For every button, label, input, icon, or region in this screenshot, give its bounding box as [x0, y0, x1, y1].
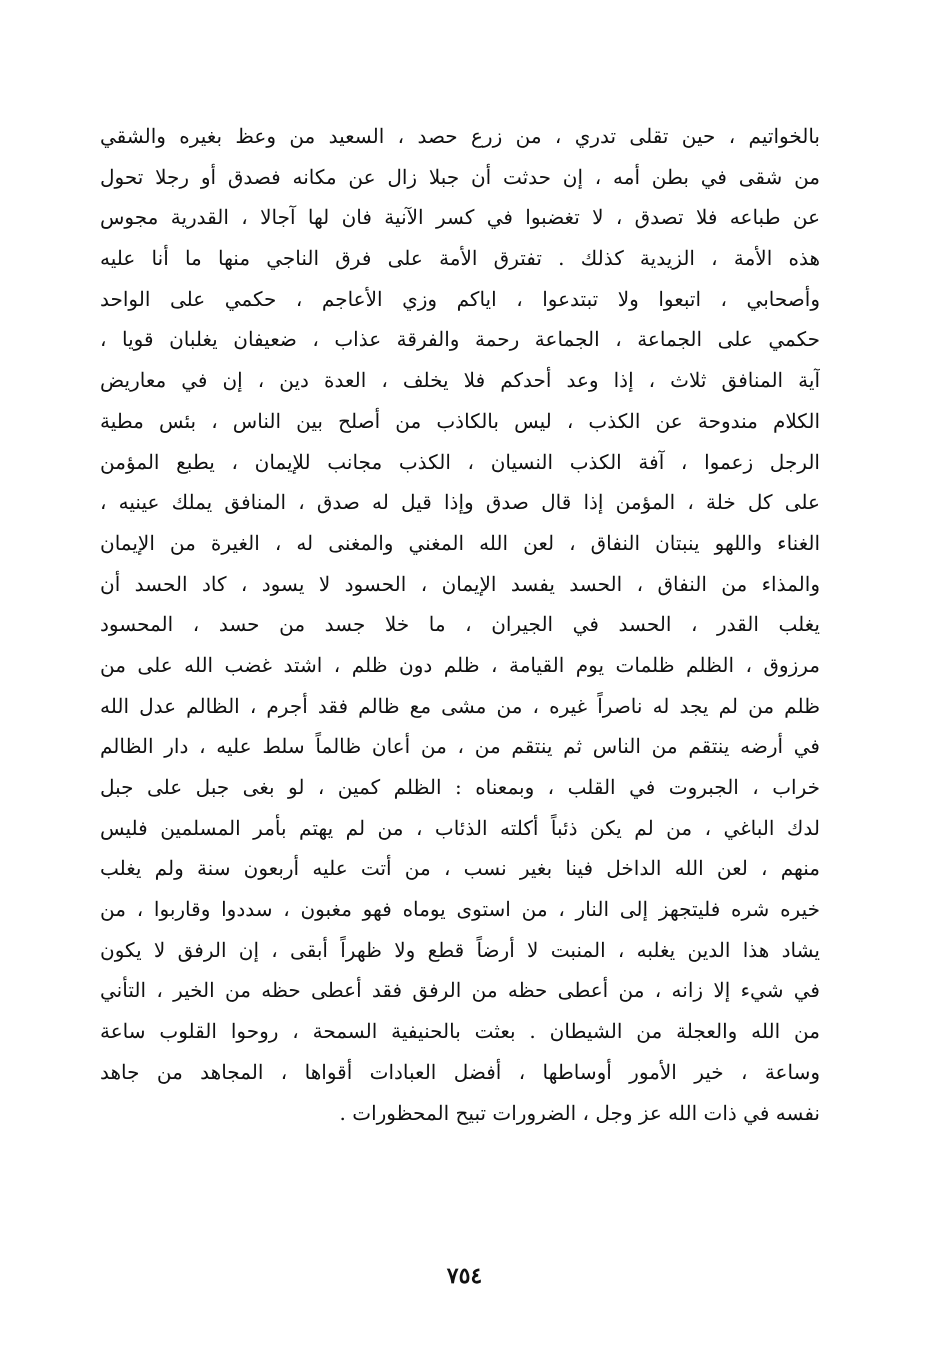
text-line: وأصحابي ، اتبعوا ولا تبتدعوا ، اياكم وزي الأعاجم ، حكمي على الواحد [100, 286, 820, 311]
text-line: آية المنافق ثلاث ، إذا وعد أحدكم فلا يخلف ، العدة دين ، إن في معاريض [100, 368, 820, 393]
text-line: في أرضه ينتقم من الناس ثم ينتقم من ، من أعان ظالماً سلط عليه ، دار الظالم [100, 734, 820, 759]
text-line: منهم ، لعن الله الداخل فينا بغير نسب ، من أتت عليه أربعون سنة ولم يغلب [100, 856, 820, 881]
text-line: حكمي على الجماعة ، الجماعة رحمة والفرقة عذاب ، ضعيفان يغلبان قويا ، [100, 327, 820, 352]
text-line: من الله والعجلة من الشيطان . بعثت بالحنيفية السمحة ، روحوا القلوب ساعة [100, 1019, 820, 1044]
text-line: مرزوق ، الظلم ظلمات يوم القيامة ، ظلم دون ظلم ، اشتد غضب الله على من [100, 652, 820, 677]
text-line: يشاد هذا الدين يغلبه ، المنبت لا أرضاً قطع ولا ظهراً أبقى ، إن الرفق لا يكون [100, 937, 820, 962]
text-line: على كل خلة ، المؤمن إذا قال صدق وإذا قيل له صدق ، المنافق يملك عينيه ، [100, 490, 820, 515]
text-line: لدك الباغي ، من لم يكن ذئباً أكلته الذئاب ، من لم يهتم بأمر المسلمين فليس [100, 815, 820, 840]
text-line: وساعة ، خير الأمور أوساطها ، أفضل العبادات أقواها ، المجاهد من جاهد [100, 1059, 820, 1084]
text-line: خيره شره فليتجهز إلى النار ، من استوى يوماه فهو مغبون ، سددوا وقاربوا ، من [100, 897, 820, 922]
text-line: والمذاء من النفاق ، الحسد يفسد الإيمان ، الحسود لا يسود ، كاد الحسد أن [100, 571, 820, 596]
text-line: نفسه في ذات الله عز وجل ، الضرورات تبيح المحظورات . [339, 1100, 820, 1125]
text-line: ظلم من لم يجد له ناصراً غيره ، من مشى مع ظالم فقد أجرم ، الظالم عدل الله [100, 693, 820, 718]
text-line: يغلب القدر ، الحسد في الجيران ، ما خلا جسد من حسد ، المحسود [100, 612, 820, 637]
text-line: بالخواتيم ، حين تقلى تدري ، من زرع حصد ، السعيد من وعظ بغيره والشقي [100, 124, 820, 148]
text-line: الغناء واللهو ينبتان النفاق ، لعن الله المغني والمغنى له ، الغيرة من الإيمان [100, 530, 820, 555]
text-line: الرجل زعموا ، آفة الكذب النسيان ، الكذب مجانب للإيمان ، يطبع المؤمن [100, 449, 820, 474]
text-line: خراب ، الجبروت في القلب ، وبمعناه : الظلم كمين ، لو بغى جبل على جبل [100, 775, 820, 799]
page-number: ٧٥٤ [446, 1263, 483, 1289]
text-line: عن طباعه فلا تصدق ، لا تغضبوا في كسر الآنية فان لها آجالا ، القدرية مجوس [100, 205, 820, 230]
text-line: من شقى في بطن أمه ، إن حدثت أن جبلا زال عن مكانه فصدق أو رجلا تحول [100, 164, 820, 189]
text-line: هذه الأمة ، الزيدية كذلك . تفترق الأمة على فرق الناجي منها ما أنا عليه [100, 246, 820, 271]
body-text [100, 116, 820, 1133]
text-line: الكلام مندوحة عن الكذب ، ليس بالكاذب من أصلح بين الناس ، بئس مطية [100, 408, 820, 433]
text-line: في شيء إلا زانه ، من أعطى حظه من الرفق فقد أعطى حظه من الخير ، التأني [100, 978, 820, 1003]
